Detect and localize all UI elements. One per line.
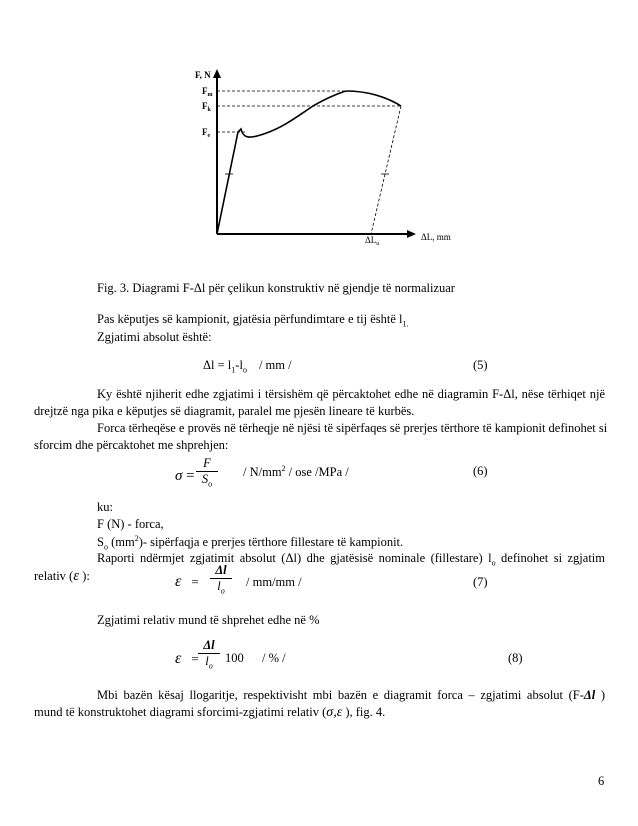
para3-line2 — [34, 568, 90, 585]
text: relativ ( — [34, 569, 74, 583]
equation-8-unit: / % / — [262, 651, 286, 665]
equals: = — [191, 574, 199, 589]
epsilon-symbol: ε — [175, 573, 182, 590]
para1-line2: drejtzë nga pika e këputjes së diagramit, paralel me pjesën lineare të kurbës. — [34, 404, 415, 418]
subscript: o — [491, 558, 496, 568]
stress-strain-curve — [217, 91, 401, 234]
para4-line2 — [34, 705, 385, 721]
equation-8-number: (8) — [508, 651, 523, 665]
page-number: 6 — [598, 774, 605, 788]
subscript: 1. — [402, 319, 409, 329]
text: Mbi bazën kësaj llogaritje, respektivisht mbi bazën e diagramit forca – zgjatimi absolut (F- — [97, 688, 584, 702]
unit: / mm / — [258, 358, 292, 372]
text: Ky është njiherit edhe zgjatimi i tërsishëm që përcaktohet edhe në diagramin F-Δl, nëse tërhiqet një — [97, 387, 605, 401]
superscript: 2 — [134, 534, 139, 543]
para4-line1 — [97, 688, 605, 703]
text: ) — [595, 688, 605, 702]
text: Forca tërheqëse e provës në tërheqje në njësi të sipërfaqes së prerjes tërthore të kampionit definohet si — [97, 421, 608, 435]
subscript: o — [208, 479, 213, 489]
equation-8-factor: 100 — [225, 651, 244, 665]
delta-l-symbol: Δl — [583, 688, 596, 702]
unloading-line — [371, 106, 401, 234]
numerator: Δl — [198, 638, 220, 654]
x-axis-label: ΔL, mm — [421, 232, 451, 242]
text: ), fig. 4. — [342, 705, 386, 719]
epsilon-symbol: ε — [73, 568, 80, 584]
definition-force: F (N) - forca, — [97, 517, 164, 531]
subscript: o — [220, 586, 225, 596]
definition-area — [97, 534, 403, 552]
force-elongation-diagram — [185, 66, 475, 246]
absolute-elongation-intro: Zgjatimi absolut është: — [97, 330, 212, 344]
text: l — [205, 654, 209, 668]
equation-8-fraction — [198, 638, 220, 671]
denominator — [196, 472, 218, 489]
sigma-epsilon-symbols: σ,ε — [326, 705, 343, 720]
para2-line1 — [97, 421, 608, 436]
subscript: 1 — [231, 365, 236, 375]
subscript: o — [242, 365, 247, 375]
epsilon-symbol: ε — [175, 650, 182, 667]
equation-8-lhs — [175, 650, 199, 668]
equals: = — [186, 468, 195, 484]
equation-7-number: (7) — [473, 575, 488, 589]
delta-lu-label: $\Delta L_u$ — [365, 235, 380, 246]
ku-label: ku: — [97, 500, 113, 514]
subscript: o — [103, 542, 108, 552]
equation-6-unit — [243, 464, 349, 480]
denominator — [198, 654, 220, 671]
equation-7-fraction — [210, 563, 232, 596]
text: Δl = l — [203, 358, 232, 372]
text: Pas këputjes së kampionit, gjatësia përfundimtare e tij është l — [97, 312, 403, 326]
fe-label: $F_e$ — [202, 127, 211, 139]
equation-6-number: (6) — [473, 464, 488, 478]
numerator: Δl — [210, 563, 232, 579]
y-axis-label: F, N — [195, 70, 211, 80]
y-axis-arrow — [213, 69, 221, 78]
text: Raporti ndërmjet zgjatimit absolut (Δl) dhe gjatësisë nominale (fillestare) l — [97, 551, 492, 565]
text: / ose /MPa / — [285, 465, 349, 480]
text: / N/mm — [243, 465, 282, 480]
fk-label: $F_k$ — [202, 101, 211, 113]
text: l — [217, 579, 221, 593]
equation-7-unit: / mm/mm / — [246, 575, 302, 589]
x-axis-arrow — [407, 230, 416, 238]
equation-7-lhs — [175, 573, 199, 591]
text: definohet si zgjatim — [495, 551, 605, 565]
text: S — [97, 535, 104, 550]
text: -l — [235, 358, 243, 372]
superscript: 2 — [281, 464, 286, 473]
para3-line1 — [97, 551, 605, 568]
text: ): — [79, 569, 90, 583]
equation-5-number: (5) — [473, 358, 488, 372]
equation-6-lhs — [175, 468, 195, 485]
para1-line1 — [97, 387, 605, 402]
equals: = — [191, 651, 199, 666]
subscript: o — [208, 661, 213, 671]
denominator — [210, 579, 232, 596]
text: (mm — [107, 535, 135, 550]
sigma-symbol: σ — [175, 468, 183, 484]
text: mund të konstruktohet diagrami sforcimi-zgjatimi relativ ( — [34, 705, 327, 719]
text: )- sipërfaqja e prerjes tërthore fillestare të kampionit. — [138, 535, 404, 550]
equation-5 — [203, 358, 292, 375]
para2-line2: sforcim dhe përcaktohet me shprehjen: — [34, 438, 229, 452]
numerator: F — [196, 456, 218, 472]
figure-caption: Fig. 3. Diagrami F-Δl për çelikun konstruktiv në gjendje të normalizuar — [97, 281, 455, 295]
text: S — [201, 472, 209, 486]
fm-label: $F_m$ — [202, 86, 213, 98]
equation-6-fraction — [196, 456, 218, 489]
percent-intro: Zgjatimi relativ mund të shprehet edhe në % — [97, 613, 320, 627]
paragraph-after-break — [97, 312, 408, 329]
